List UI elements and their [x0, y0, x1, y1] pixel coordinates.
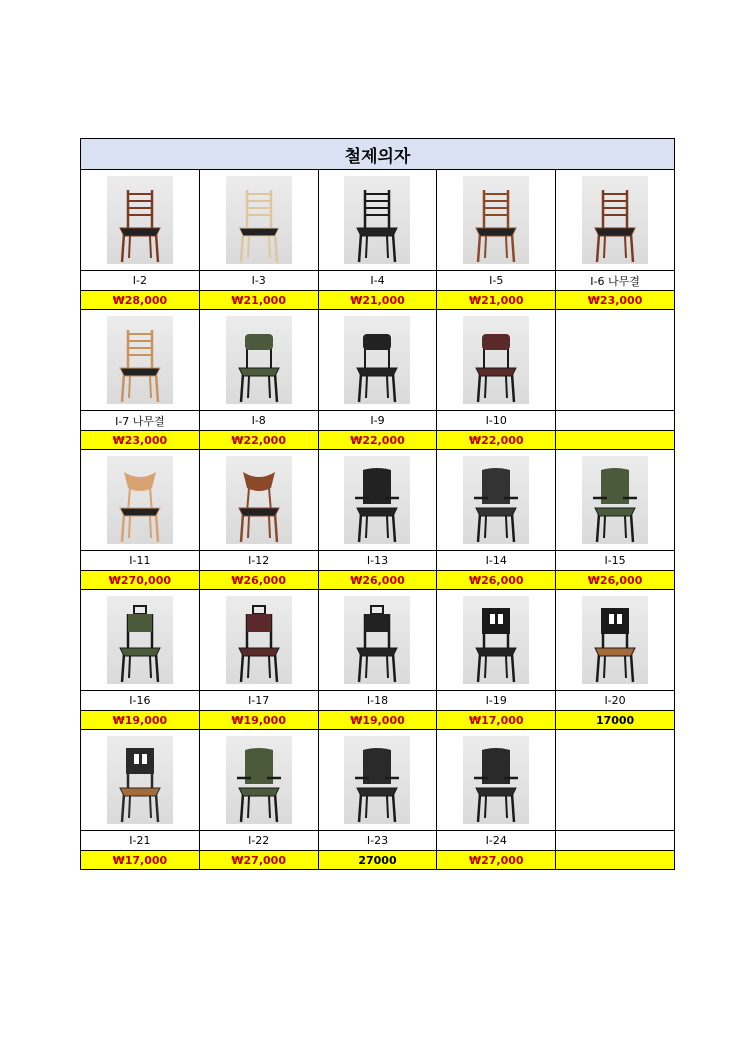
- product-image-area: [556, 310, 674, 411]
- product-price: ₩28,000: [81, 291, 199, 309]
- product-price: ₩17,000: [437, 711, 555, 729]
- chair-icon: [112, 744, 168, 824]
- chair-icon: [231, 324, 287, 404]
- product-price: ₩26,000: [437, 571, 555, 589]
- product-code: I-10: [437, 411, 555, 431]
- product-cell: [200, 450, 319, 589]
- product-image-area: [200, 730, 318, 831]
- product-price: ₩23,000: [556, 291, 674, 309]
- product-code: I-8: [200, 411, 318, 431]
- product-photo: [107, 316, 173, 404]
- product-image-area: [319, 170, 437, 271]
- product-code: I-20: [556, 691, 674, 711]
- product-photo: [344, 456, 410, 544]
- product-image-area: [437, 730, 555, 831]
- product-image-area: [319, 590, 437, 691]
- product-code: I-7 나무결: [81, 411, 199, 431]
- product-cell: [437, 590, 556, 729]
- product-price: ₩26,000: [319, 571, 437, 589]
- product-code: I-23: [319, 831, 437, 851]
- product-photo: [107, 736, 173, 824]
- product-photo: [463, 176, 529, 264]
- product-cell: [556, 310, 674, 449]
- chair-icon: [231, 464, 287, 544]
- product-row: [81, 730, 674, 869]
- product-photo: [344, 596, 410, 684]
- product-code: I-13: [319, 551, 437, 571]
- chair-icon: [468, 604, 524, 684]
- product-cell: [556, 590, 674, 729]
- product-price: [556, 851, 674, 869]
- chair-icon: [468, 744, 524, 824]
- product-price: ₩27,000: [437, 851, 555, 869]
- product-image-area: [81, 310, 199, 411]
- product-photo: [344, 316, 410, 404]
- chair-price-sheet: [80, 138, 675, 870]
- chair-icon: [231, 744, 287, 824]
- product-photo: [344, 736, 410, 824]
- product-photo: [226, 176, 292, 264]
- chair-icon: [112, 184, 168, 264]
- product-photo: [582, 456, 648, 544]
- product-cell: [556, 170, 674, 309]
- sheet-title: 철제의자: [81, 139, 674, 170]
- product-code: I-12: [200, 551, 318, 571]
- product-cell: [319, 170, 438, 309]
- product-price: ₩17,000: [81, 851, 199, 869]
- product-row: [81, 590, 674, 730]
- product-cell: [319, 450, 438, 589]
- product-photo: [226, 456, 292, 544]
- product-code: I-5: [437, 271, 555, 291]
- product-photo: [582, 596, 648, 684]
- product-image-area: [81, 170, 199, 271]
- product-code: I-21: [81, 831, 199, 851]
- product-price: ₩270,000: [81, 571, 199, 589]
- chair-icon: [587, 604, 643, 684]
- product-price: 27000: [319, 851, 437, 869]
- product-cell: [319, 730, 438, 869]
- chair-icon: [587, 184, 643, 264]
- product-price: [556, 431, 674, 449]
- chair-icon: [349, 184, 405, 264]
- product-photo: [463, 316, 529, 404]
- product-image-area: [200, 590, 318, 691]
- chair-icon: [231, 184, 287, 264]
- product-image-area: [200, 450, 318, 551]
- product-code: I-11: [81, 551, 199, 571]
- product-cell: [81, 310, 200, 449]
- product-photo: [463, 456, 529, 544]
- product-cell: [556, 450, 674, 589]
- product-price: ₩27,000: [200, 851, 318, 869]
- product-cell: [81, 170, 200, 309]
- product-cell: [437, 170, 556, 309]
- product-image-area: [81, 590, 199, 691]
- product-price: ₩23,000: [81, 431, 199, 449]
- chair-icon: [349, 744, 405, 824]
- product-cell: [437, 730, 556, 869]
- product-photo: [226, 736, 292, 824]
- chair-icon: [468, 464, 524, 544]
- product-code: I-15: [556, 551, 674, 571]
- product-photo: [463, 596, 529, 684]
- product-photo: [107, 596, 173, 684]
- product-price: ₩26,000: [200, 571, 318, 589]
- product-code: I-3: [200, 271, 318, 291]
- product-cell: [81, 450, 200, 589]
- product-photo: [107, 176, 173, 264]
- product-code: I-2: [81, 271, 199, 291]
- product-price: ₩21,000: [437, 291, 555, 309]
- product-code: I-9: [319, 411, 437, 431]
- product-photo: [344, 176, 410, 264]
- product-code: I-4: [319, 271, 437, 291]
- product-cell: [437, 450, 556, 589]
- product-image-area: [556, 170, 674, 271]
- product-row: [81, 170, 674, 310]
- product-price: ₩19,000: [200, 711, 318, 729]
- product-price: ₩22,000: [200, 431, 318, 449]
- product-grid: [81, 170, 674, 869]
- product-image-area: [556, 450, 674, 551]
- product-image-area: [556, 590, 674, 691]
- product-code: I-19: [437, 691, 555, 711]
- product-image-area: [437, 170, 555, 271]
- product-row: [81, 310, 674, 450]
- product-image-area: [319, 730, 437, 831]
- product-code: I-14: [437, 551, 555, 571]
- product-photo: [226, 316, 292, 404]
- product-code: I-17: [200, 691, 318, 711]
- product-code: I-22: [200, 831, 318, 851]
- product-cell: [319, 590, 438, 729]
- product-image-area: [556, 730, 674, 831]
- chair-icon: [349, 464, 405, 544]
- chair-icon: [349, 604, 405, 684]
- product-photo: [463, 736, 529, 824]
- chair-icon: [468, 324, 524, 404]
- product-cell: [437, 310, 556, 449]
- product-cell: [200, 590, 319, 729]
- product-photo: [226, 596, 292, 684]
- product-price: 17000: [556, 711, 674, 729]
- product-image-area: [319, 450, 437, 551]
- chair-icon: [231, 604, 287, 684]
- chair-icon: [112, 324, 168, 404]
- product-cell: [81, 730, 200, 869]
- product-code: I-18: [319, 691, 437, 711]
- product-price: ₩19,000: [319, 711, 437, 729]
- product-cell: [81, 590, 200, 729]
- product-price: ₩19,000: [81, 711, 199, 729]
- product-price: ₩26,000: [556, 571, 674, 589]
- product-code: [556, 411, 674, 431]
- product-price: ₩22,000: [437, 431, 555, 449]
- product-row: [81, 450, 674, 590]
- product-code: I-6 나무결: [556, 271, 674, 291]
- product-image-area: [200, 170, 318, 271]
- product-photo: [107, 456, 173, 544]
- product-image-area: [81, 450, 199, 551]
- product-image-area: [200, 310, 318, 411]
- product-photo: [582, 176, 648, 264]
- product-code: I-24: [437, 831, 555, 851]
- chair-icon: [112, 464, 168, 544]
- product-price: ₩21,000: [319, 291, 437, 309]
- product-price: ₩22,000: [319, 431, 437, 449]
- product-image-area: [319, 310, 437, 411]
- product-image-area: [437, 590, 555, 691]
- product-code: [556, 831, 674, 851]
- chair-icon: [468, 184, 524, 264]
- chair-icon: [112, 604, 168, 684]
- product-image-area: [437, 450, 555, 551]
- product-code: I-16: [81, 691, 199, 711]
- product-cell: [200, 730, 319, 869]
- product-cell: [200, 310, 319, 449]
- product-cell: [200, 170, 319, 309]
- chair-icon: [587, 464, 643, 544]
- product-image-area: [81, 730, 199, 831]
- product-image-area: [437, 310, 555, 411]
- product-cell: [319, 310, 438, 449]
- product-cell: [556, 730, 674, 869]
- chair-icon: [349, 324, 405, 404]
- product-price: ₩21,000: [200, 291, 318, 309]
